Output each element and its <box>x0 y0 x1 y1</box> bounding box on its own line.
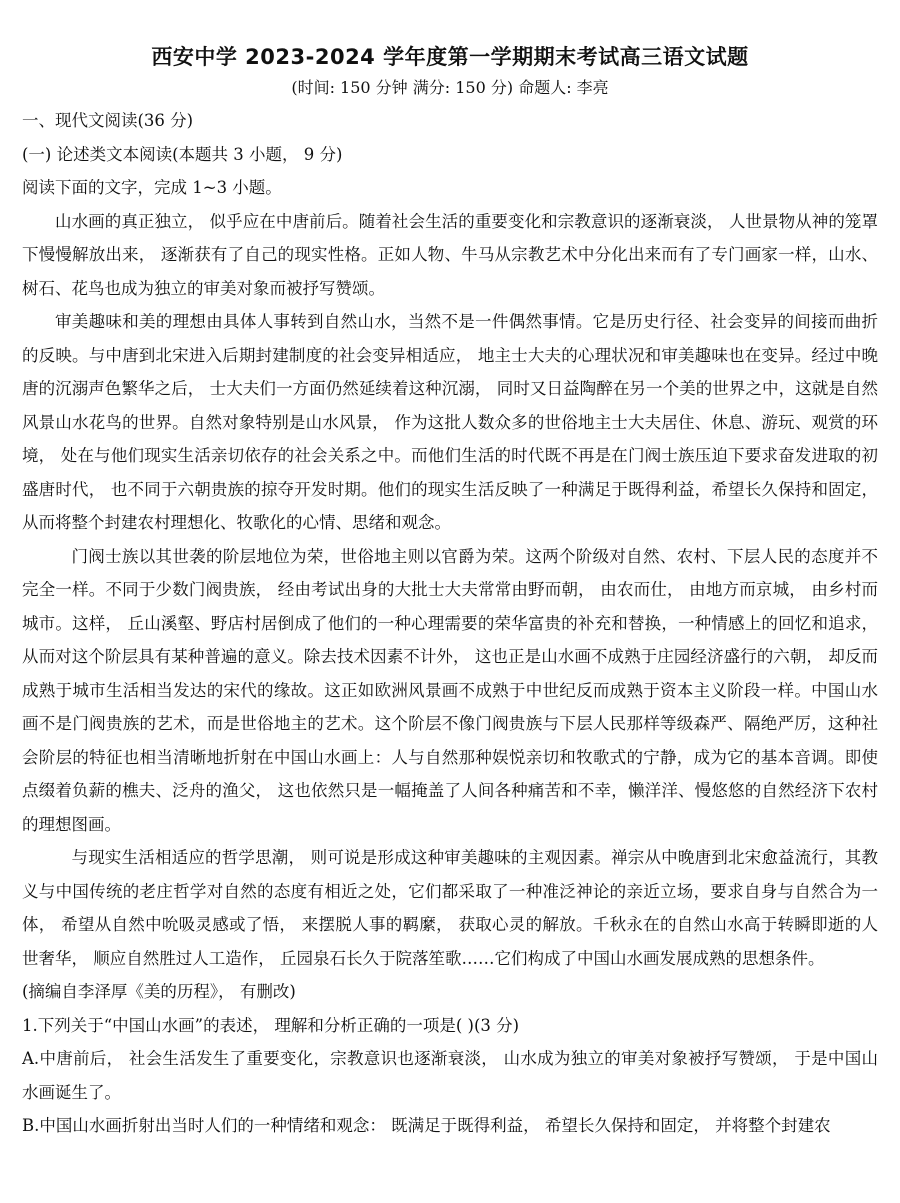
section-heading: 一、现代文阅读(36 分) <box>22 111 194 130</box>
question-1-stem: 1.下列关于“中国山水画”的表述， 理解和分析正确的一项是( )(3 分) <box>22 1015 520 1035</box>
passage-paragraph-4: 与现实生活相适应的哲学思潮， 则可说是形成这种审美趣味的主观因素。禅宗从中晚唐到北宋愈益流行，其教义与中国传统的老庄哲学对自然的态度有相近之处，它们都采取了一种准泛神论的亲近立场，要求自身与自然合为一体， 希望从自然中吮吸灵感或了悟， 来摆脱人事的羁縻， 获取心灵的解放。千秋永在的自然山水高于转瞬即逝的人世奢华， 顺应自然胜过人工造作， 丘园泉石长久于院落笙歌……它们构成了中国山水画发展成熟的思想条件。 <box>22 848 878 968</box>
subsection-heading: (一) 论述类文本阅读(本题共 3 小题， 9 分) <box>22 144 343 164</box>
question-1-option-a: A.中唐前后， 社会生活发生了重要变化，宗教意识也逐渐衰淡， 山水成为独立的审美对象被抒写赞颂， 于是中国山水画诞生了。 <box>22 1049 878 1102</box>
exam-subtitle: (时间: 150 分钟 满分: 150 分) 命题人: 李亮 <box>291 78 609 97</box>
passage-source: (摘编自李泽厚《美的历程》， 有删改) <box>22 982 296 1001</box>
passage-paragraph-1: 山水画的真正独立， 似乎应在中唐前后。随着社会生活的重要变化和宗教意识的逐渐衰淡， 人世景物从神的笼罩下慢慢解放出来， 逐渐获有了自己的现实性格。正如人物、牛马从宗教艺术中分化出来而有了专门画家一样，山水、树石、花鸟也成为独立的审美对象而被抒写赞颂。 <box>22 211 878 298</box>
reading-instruction: 阅读下面的文字，完成 1~3 小题。 <box>22 178 282 197</box>
exam-title: 西安中学 2023-2024 学年度第一学期期末考试高三语文试题 <box>151 45 749 69</box>
passage-paragraph-2: 审美趣味和美的理想由具体人事转到自然山水，当然不是一件偶然事情。它是历史行径、社会变异的间接而曲折的反映。与中唐到北宋进入后期封建制度的社会变异相适应， 地主士大夫的心理状况和审美趣味也在变异。经过中晚唐的沉溺声色繁华之后， 士大夫们一方面仍然延续着这种沉溺， 同时又日益陶醉在另一个美的世界之中，这就是自然风景山水花鸟的世界。自然对象特别是山水风景， 作为这批人数众多的世俗地主士大夫居住、休息、游玩、观赏的环境， 处在与他们现实生活亲切依存的社会关系之中。而他们生活的时代既不再是在门阀士族压迫下要求奋发进取的初盛唐时代， 也不同于六朝贵族的掠夺开发时期。他们的现实生活反映了一种满足于既得利益，希望长久保持和固定， 从而将整个封建农村理想化、牧歌化的心情、思绪和观念。 <box>22 312 878 532</box>
passage-paragraph-3: 门阀士族以其世袭的阶层地位为荣，世俗地主则以官爵为荣。这两个阶级对自然、农村、下层人民的态度并不完全一样。不同于少数门阀贵族， 经由考试出身的大批士大夫常常由野而朝， 由农而仕， 由地方而京城， 由乡村而城市。这样， 丘山溪壑、野店村居倒成了他们的一种心理需要的荣华富贵的补充和替换，一种情感上的回忆和追求， 从而对这个阶层具有某种普遍的意义。除去技术因素不计外， 这也正是山水画不成熟于庄园经济盛行的六朝， 却反而成熟于城市生活相当发达的宋代的缘故。这正如欧洲风景画不成熟于中世纪反而成熟于资本主义阶段一样。中国山水画不是门阀贵族的艺术，而是世俗地主的艺术。这个阶层不像门阀贵族与下层人民那样等级森严、隔绝严厉，这种社会阶层的特征也相当清晰地折射在中国山水画上：人与自然那种娱悦亲切和牧歌式的宁静，成为它的基本音调。即使点缀着负薪的樵夫、泛舟的渔父， 这也依然只是一幅掩盖了人间各种痛苦和不幸，懒洋洋、慢悠悠的自然经济下农村的理想图画。 <box>22 546 878 834</box>
question-1-option-b: B.中国山水画折射出当时人们的一种情绪和观念： 既满足于既得利益， 希望长久保持和固定， 并将整个封建农 <box>22 1116 831 1135</box>
